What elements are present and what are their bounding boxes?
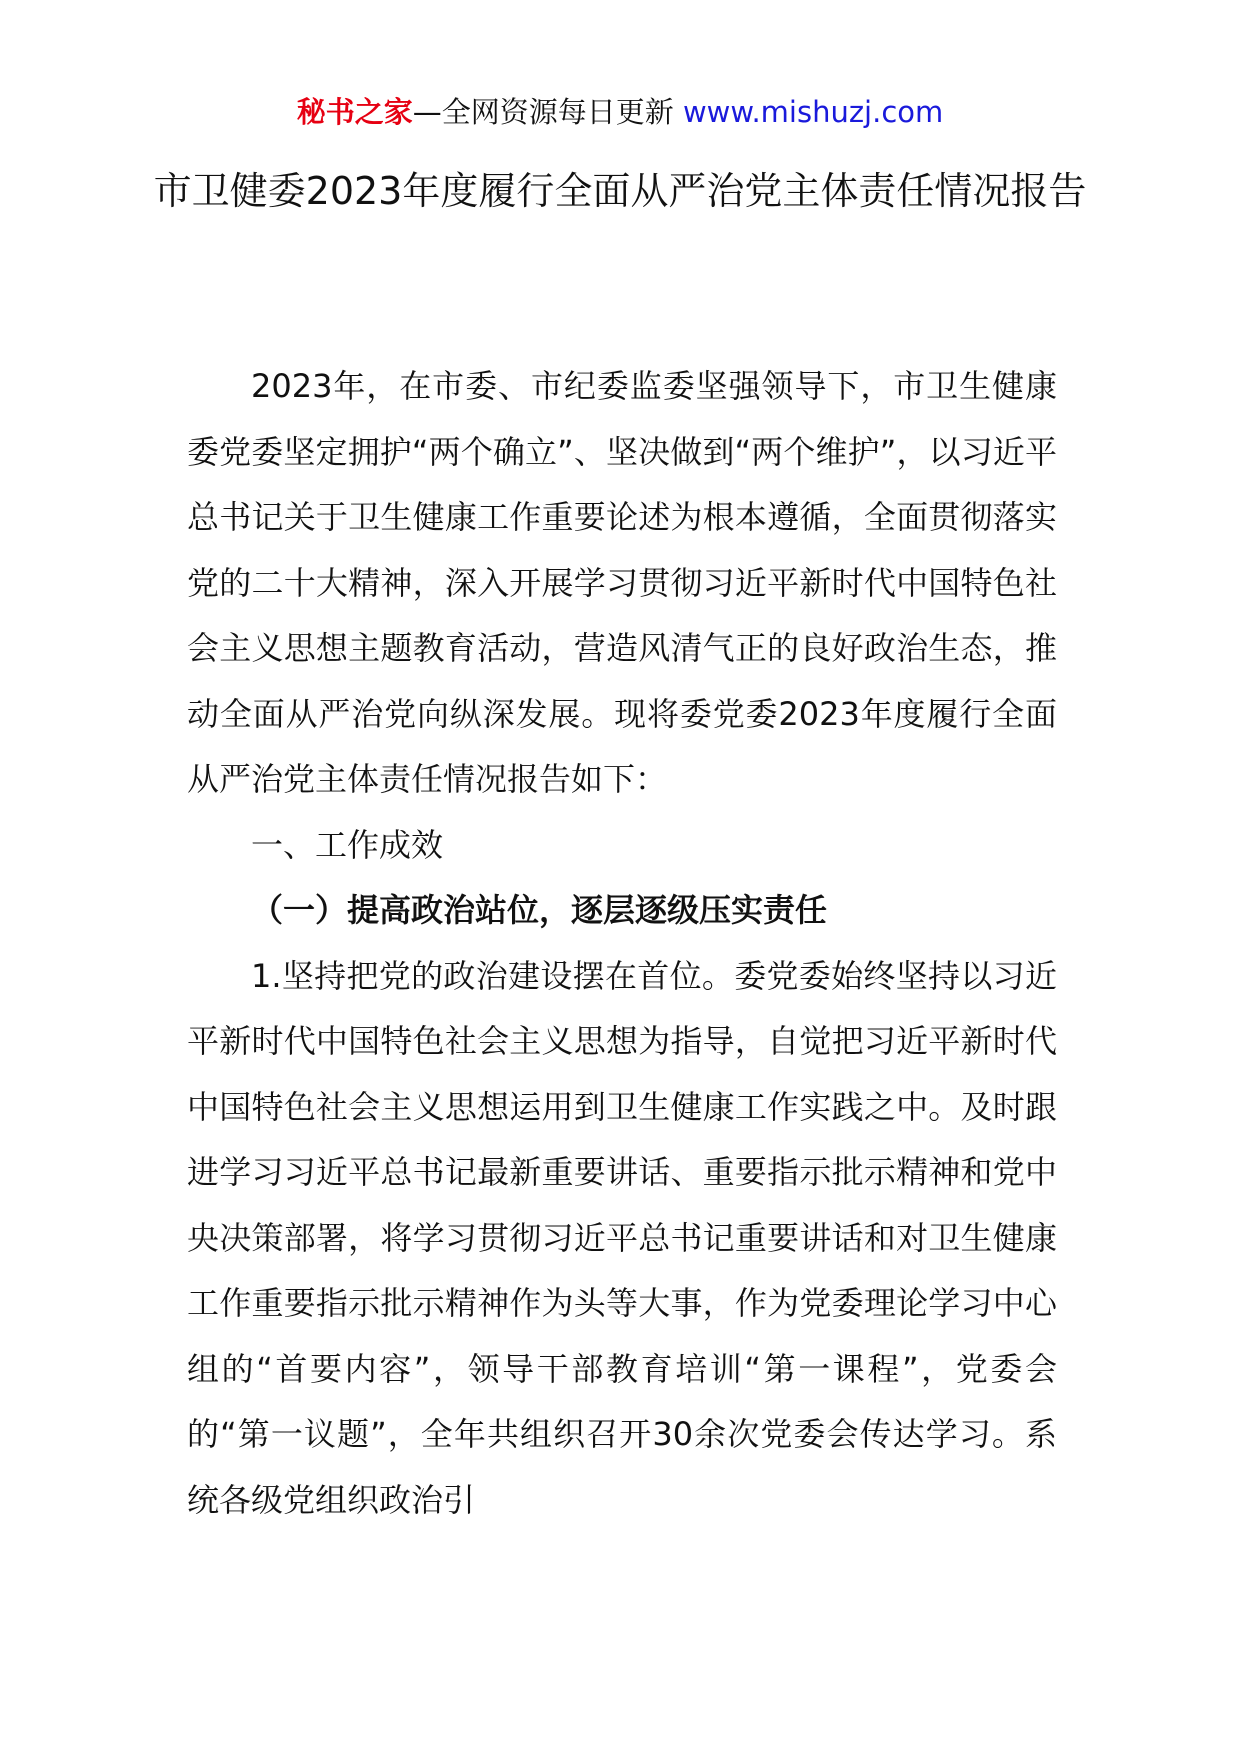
intro-paragraph: 2023年，在市委、市纪委监委坚强领导下，市卫生健康委党委坚定拥护“两个确立”、坚决做到“两个维护”，以习近平总书记关于卫生健康工作重要论述为根本遵循，全面贯彻落实党的二十大精神，深入开展学习贯彻习近平新时代中国特色社会主义思想主题教育活动，营造风清气正的良好政治生态，推动全面从严治党向纵深发展。现将委党委2023年度履行全面从严治党主体责任情况报告如下： (187, 367, 1057, 798)
body-paragraph: 1.坚持把党的政治建设摆在首位。委党委始终坚持以习近平新时代中国特色社会主义思想为指导，自觉把习近平新时代中国特色社会主义思想运用到卫生健康工作实践之中。及时跟进学习习近平总书记最新重要讲话、重要指示批示精神和党中央决策部署，将学习贯彻习近平总书记重要讲话和对卫生健康工作重要指示批示精神作为头等大事，作为党委理论学习中心组的“首要内容”，领导干部教育培训“第一课程”，党委会的“第一议题”，全年共组织召开30余次党委会传达学习。系统各级党组织政治引 (187, 956, 1057, 1519)
section-heading: 一、工作成效 (251, 825, 444, 864)
document-body (187, 354, 1057, 1533)
site-banner (0, 92, 1240, 132)
site-url-link[interactable]: www.mishuzj.com (682, 95, 944, 129)
document-title: 市卫健委2023年度履行全面从严治党主体责任情况报告 (153, 169, 1087, 213)
site-brand-name: 秘书之家 (296, 95, 413, 129)
site-tagline: —全网资源每日更新 (412, 95, 683, 129)
subsection-heading: （一）提高政治站位，逐层逐级压实责任 (251, 891, 828, 929)
